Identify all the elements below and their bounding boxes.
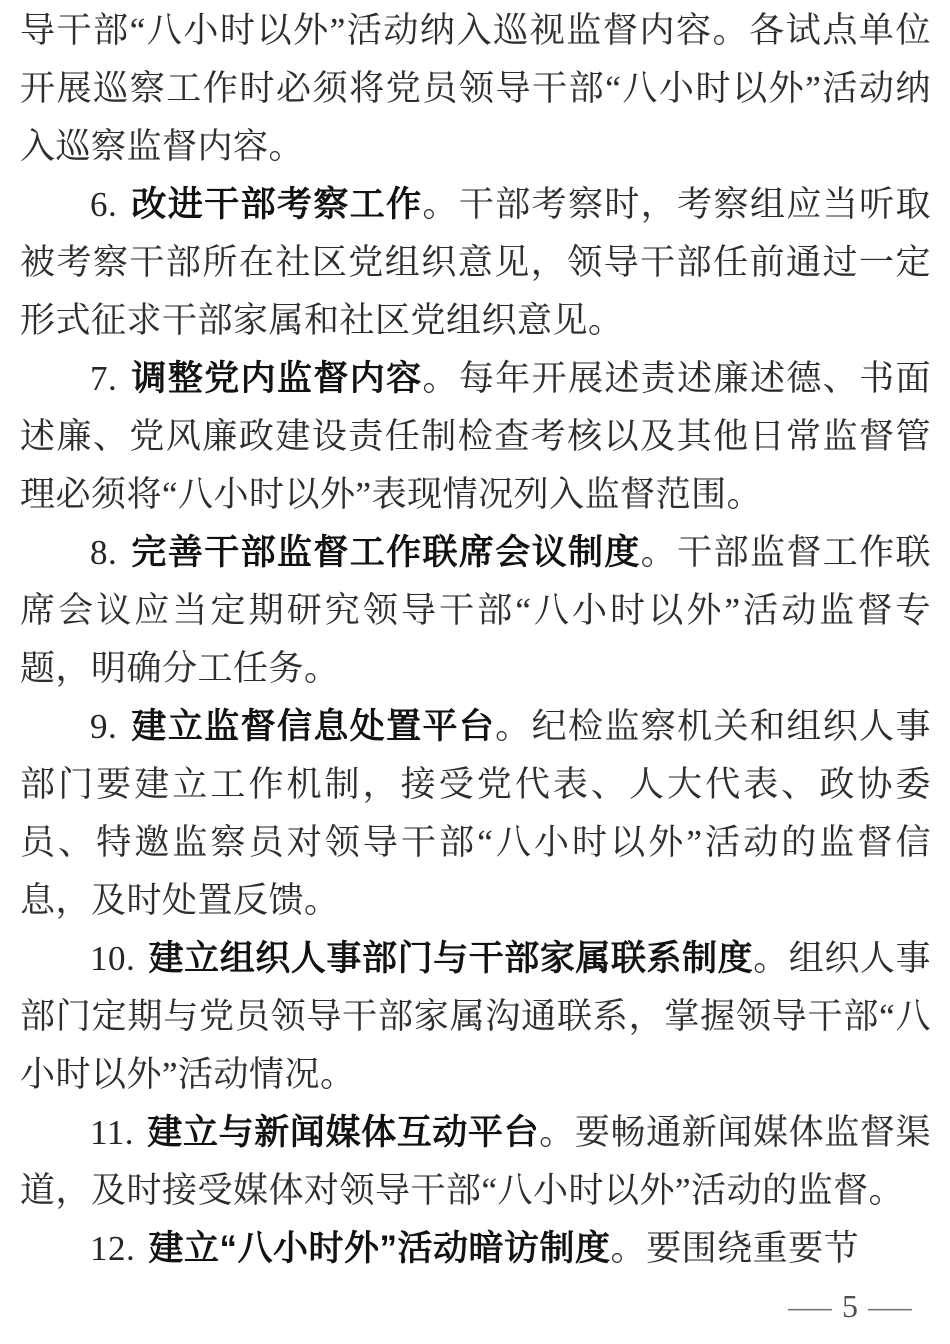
item-10-number: 10. xyxy=(90,939,136,978)
item-10-body: 。组织人事部门定期与党员领导干部家属沟通联系，掌握领导干部“八小时以外”活动情况。 xyxy=(20,939,931,1094)
paragraph-item-10 xyxy=(20,930,931,1104)
paragraph-item-9 xyxy=(20,698,931,930)
footer-dash-right: — xyxy=(868,1288,912,1324)
item-7-number: 7. xyxy=(90,359,118,398)
item-8-heading: 完善干部监督工作联席会议制度 xyxy=(130,533,641,572)
paragraph-text: 导干部“八小时以外”活动纳入巡视监督内容。各试点单位开展巡察工作时必须将党员领导干部“八小时以外”活动纳入巡察监督内容。 xyxy=(20,11,931,166)
item-12-heading: 建立“八小时外”活动暗访制度 xyxy=(148,1229,611,1268)
item-11-number: 11. xyxy=(90,1113,134,1152)
footer-dash-left: — xyxy=(788,1288,832,1324)
item-6-heading: 改进干部考察工作 xyxy=(130,185,423,224)
item-12-body: 。要围绕重要节 xyxy=(610,1229,860,1268)
paragraph-item-8 xyxy=(20,524,931,698)
paragraph-item-11 xyxy=(20,1104,931,1220)
item-11-body: 。要畅通新闻媒体监督渠道，及时接受媒体对领导干部“八小时以外”活动的监督。 xyxy=(20,1113,931,1210)
item-10-heading: 建立组织人事部门与干部家属联系制度 xyxy=(148,939,754,978)
item-6-body: 。干部考察时，考察组应当听取被考察干部所在社区党组织意见，领导干部任前通过一定形式征求干部家属和社区党组织意见。 xyxy=(20,185,931,340)
item-8-body: 。干部监督工作联席会议应当定期研究领导干部“八小时以外”活动监督专题，明确分工任务。 xyxy=(20,533,931,688)
item-6-number: 6. xyxy=(90,185,118,224)
item-11-heading: 建立与新闻媒体互动平台 xyxy=(147,1113,540,1152)
text-block xyxy=(20,2,931,1278)
paragraph-item-6 xyxy=(20,176,931,350)
paragraph-item-7 xyxy=(20,350,931,524)
paragraph-continuation xyxy=(20,2,931,176)
item-9-body: 。纪检监察机关和组织人事部门要建立工作机制，接受党代表、人大代表、政协委员、特邀监察员对领导干部“八小时以外”活动的监督信息，及时处置反馈。 xyxy=(20,707,931,920)
item-7-heading: 调整党内监督内容 xyxy=(130,359,423,398)
item-8-number: 8. xyxy=(90,533,118,572)
paragraph-item-12 xyxy=(20,1220,931,1278)
page-footer xyxy=(788,1288,912,1324)
page-number: 5 xyxy=(842,1288,858,1324)
item-12-number: 12. xyxy=(90,1229,136,1268)
item-9-number: 9. xyxy=(90,707,118,746)
item-9-heading: 建立监督信息处置平台 xyxy=(130,707,496,746)
item-7-body: 。每年开展述责述廉述德、书面述廉、党风廉政建设责任制检查考核以及其他日常监督管理必须将“八小时以外”表现情况列入监督范围。 xyxy=(20,359,931,514)
